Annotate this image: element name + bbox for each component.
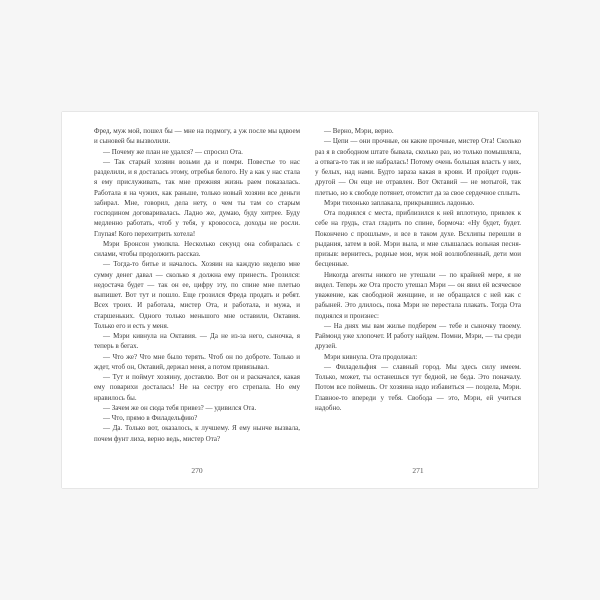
left-paragraph-3: — Так старый хозяин возьми да и помри. Повестье то нас разделили, и я досталась этому, отребья белого. Ну а как у нас стала я ему прислуживать, так мне прежняя жизнь раем показалась. Работала я на чужих, как раньше, только новый хозяин все деньги забирал. Мне, говорил, дела нету, о чем ты там со старым господином договаривалась. Ладно же, думаю, буду хитрее. Буду медленно работать, чтоб у тебя, у кровососа, доходы не росли. Глупая! Кого перехитрить хотела! [94, 157, 300, 238]
left-paragraph-11: — Да. Только вот, оказалось, к лучшему. Я ему нынче вызвала, почем фунт лиха, верно ведь, мистер Ота? [94, 424, 300, 443]
right-page [315, 126, 521, 476]
right-page-number: 271 [412, 466, 424, 475]
left-paragraph-4: Мэри Бронсон умолкла. Несколько секунд она собиралась с силами, чтобы продолжить рассказ. [94, 239, 300, 258]
right-paragraph-1: — Верно, Мэри, верно. [324, 127, 394, 135]
left-paragraph-6: — Мэри кивнула на Октавия. — Да не из-за него, сыночка, я теперь в бегах. [94, 332, 300, 351]
left-paragraph-9: — Зачем же он сюда тебя привез? — удивился Ота. [103, 403, 257, 412]
right-paragraph-2: — Цепи — они прочные, он какие прочные, мистер Ота! Сколько раз я в свободном штате бывала, сколько раз, но только помышляла, а отвага-то так и не набралась! Потому очень большая власть у них, у белых, над нами. Будто зараза какая в крови. И пройдет годик-другой — Он еще не отравлен. Вот Октавий — не мотыгой, так плетью, но к свободе потянет, отомстит да за свое сердечное сплыть. [315, 137, 521, 197]
right-paragraph-5: Никогда агенты никого не утешали — по крайней мере, я не видел. Теперь же Ота просто утешал Мэри — он явил ей всяческое уважение, как свободной женщине, и не обращался с ней как с рабыней. Это длилось, пока Мэри не перестала плакать. Тогда Ота поднялся и произнес: [315, 270, 521, 320]
right-paragraph-8: — Филадельфия — славный город. Мы здесь силу имеем. Только, может, ты останешься тут бедной, не беда. Это поначалу. Потом все поймешь. От хозяина надо избавиться — поздела, Мэри. Главное-то впереди у тебя. Свобода — это, Мэри, ей учиться надобно. [315, 362, 521, 412]
left-paragraph-5: — Тогда-то битье и началось. Хозяин на каждую неделю мне сумму денег давал — сколько я должна ему принесть. Грозился: недостача будет — так он ее, цифру эту, по спине мне плетью выпишет. Вот тут и пошло. Еще грозился Фреда продать и ребят. Всех троих. И работала, мистер Ота, и работала, и мужа, и старшеньких. Одного только меньшого мне оставили, Октавия. Только его и есть у меня. [94, 260, 300, 330]
right-paragraph-7: Мэри кивнула. Ота продолжал: [324, 352, 418, 361]
left-paragraph-1: Фред, муж мой, пошел бы — мне на подмогу, а уж после мы вдвоем и сыновей бы вызволили. [94, 127, 300, 146]
left-paragraph-8: — Тут и поймут хозяину, доставлю. Вот он и раскачался, какая ему поварихи досталась! Не на сестру его стрепала. Но ему нравилось бы. [94, 373, 300, 402]
right-paragraph-4: Ота поднялся с места, приблизился к ней вплотную, привлек к себе на грудь, стал гладить по спине, бормоча: «Ну будет, будет. Покончено с прошлым», и все в таком духе. Всхлипы перешли в рыдания, затем в вой. Мэри выла, и мне слышалась вольная песня-призыв: вернитесь, родные мои, муж мой возлюбленный, дети мои бесценные. [315, 209, 521, 269]
book-spread [62, 112, 538, 488]
left-page [94, 126, 300, 476]
right-paragraph-6: — На днях мы вам жилье подберем — тебе и сыночку твоему. Раймонд уже хлопочет. И работу найдем. Помни, Мэри, — ты среди друзей. [315, 321, 521, 351]
right-paragraph-3: Мэри тихонько заплакала, прикрывшись ладонью. [324, 198, 475, 207]
left-paragraph-7: — Что же? Что мне было терять. Чтоб он по доброте. Только и ждет, чтоб он, Октавий, держал меня, а потом привязывал. [94, 352, 300, 371]
left-page-number: 270 [191, 466, 203, 475]
left-paragraph-2: — Почему же план не удался? — спросил Ота. [103, 147, 243, 156]
left-paragraph-10: — Что, прямо в Филадельфию? [103, 414, 198, 422]
